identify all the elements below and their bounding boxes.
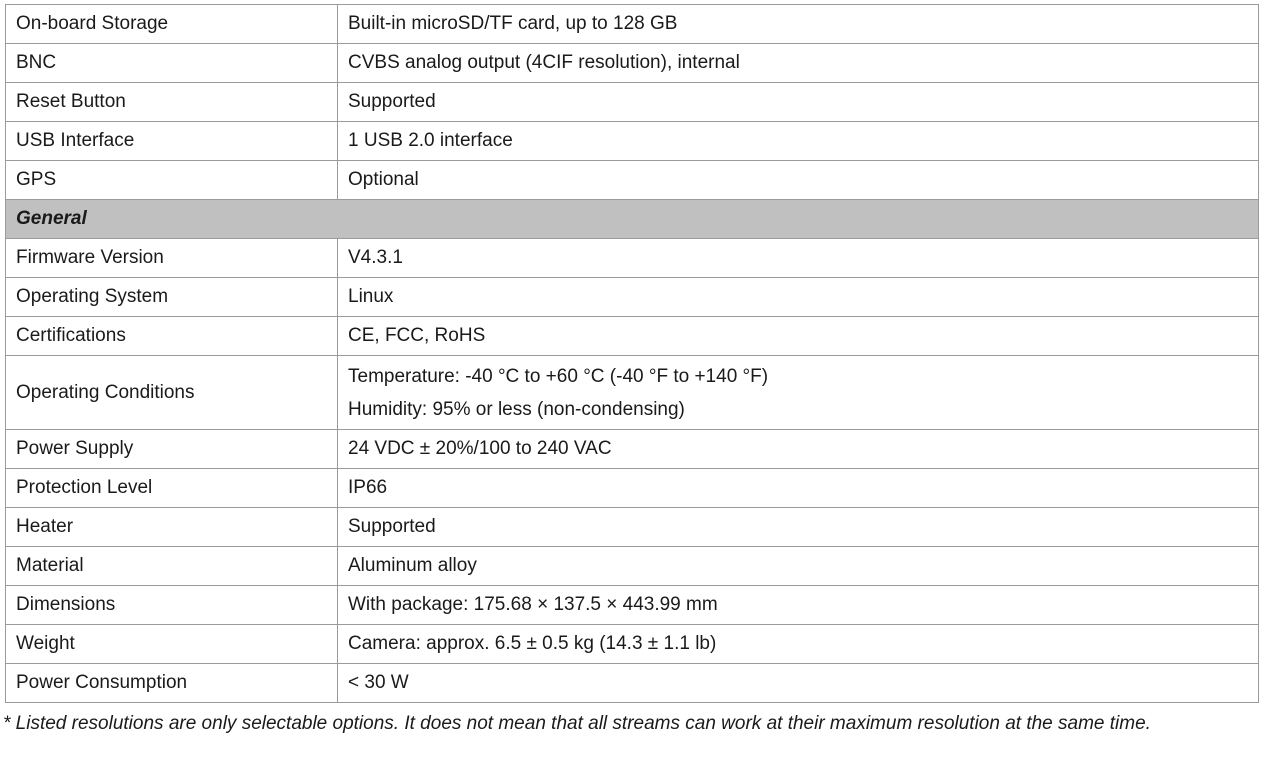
spec-value: 24 VDC ± 20%/100 to 240 VAC <box>338 430 1259 469</box>
temperature-line: Temperature: -40 °C to +60 °C (-40 °F to +140 °F) <box>348 365 769 387</box>
table-row <box>6 469 1259 508</box>
table-row <box>6 5 1259 44</box>
spec-label: BNC <box>6 44 338 83</box>
table-row <box>6 664 1259 703</box>
humidity-line: Humidity: 95% or less (non-condensing) <box>348 398 685 420</box>
table-row <box>6 508 1259 547</box>
spec-value: With package: 175.68 × 137.5 × 443.99 mm <box>338 586 1259 625</box>
table-row <box>6 586 1259 625</box>
table-row <box>6 161 1259 200</box>
spec-value: CVBS analog output (4CIF resolution), internal <box>338 44 1259 83</box>
table-row <box>6 44 1259 83</box>
table-row <box>6 625 1259 664</box>
table-row <box>6 83 1259 122</box>
spec-value: < 30 W <box>338 664 1259 703</box>
spec-value: Camera: approx. 6.5 ± 0.5 kg (14.3 ± 1.1 lb) <box>338 625 1259 664</box>
spec-label: Operating Conditions <box>6 356 338 430</box>
spec-value: Optional <box>338 161 1259 200</box>
table-row <box>6 547 1259 586</box>
spec-label: Dimensions <box>6 586 338 625</box>
table-row <box>6 278 1259 317</box>
spec-value: Supported <box>338 508 1259 547</box>
spec-label: Reset Button <box>6 83 338 122</box>
section-header-general <box>6 200 1259 239</box>
table-row <box>6 239 1259 278</box>
spec-value: Built-in microSD/TF card, up to 128 GB <box>338 5 1259 44</box>
spec-label: USB Interface <box>6 122 338 161</box>
section-title: General <box>6 200 1259 239</box>
table-row <box>6 356 1259 430</box>
spec-value: V4.3.1 <box>338 239 1259 278</box>
spec-label: Heater <box>6 508 338 547</box>
spec-label: Weight <box>6 625 338 664</box>
footnote: * Listed resolutions are only selectable options. It does not mean that all streams can work at their maximum resolution at the same time. <box>3 713 1151 734</box>
spec-value <box>338 356 1259 430</box>
spec-label: On-board Storage <box>6 5 338 44</box>
spec-label: Protection Level <box>6 469 338 508</box>
table-row <box>6 317 1259 356</box>
spec-table <box>5 4 1259 703</box>
spec-value: Linux <box>338 278 1259 317</box>
spec-label: Operating System <box>6 278 338 317</box>
spec-label: GPS <box>6 161 338 200</box>
table-row <box>6 430 1259 469</box>
spec-value: 1 USB 2.0 interface <box>338 122 1259 161</box>
spec-label: Certifications <box>6 317 338 356</box>
spec-value: Supported <box>338 83 1259 122</box>
spec-value: Aluminum alloy <box>338 547 1259 586</box>
spec-value: CE, FCC, RoHS <box>338 317 1259 356</box>
spec-value: IP66 <box>338 469 1259 508</box>
spec-label: Power Consumption <box>6 664 338 703</box>
spec-label: Material <box>6 547 338 586</box>
table-row <box>6 122 1259 161</box>
spec-label: Firmware Version <box>6 239 338 278</box>
spec-label: Power Supply <box>6 430 338 469</box>
